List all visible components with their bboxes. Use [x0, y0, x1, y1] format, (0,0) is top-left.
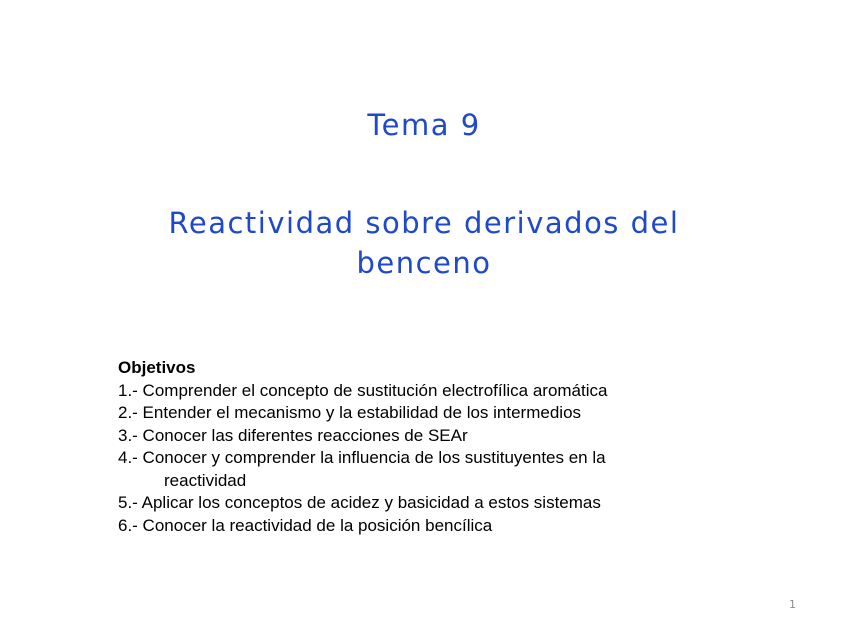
objective-text: 3.- Conocer las diferentes reacciones de SEAr — [118, 425, 468, 445]
objective-item — [118, 447, 718, 492]
objectives-list — [118, 380, 718, 538]
objective-text: 1.- Comprender el concepto de sustitución electrofílica aromática — [118, 380, 608, 400]
objective-item — [118, 492, 718, 515]
objective-text: 2.- Entender el mecanismo y la estabilidad de los intermedios — [118, 403, 582, 422]
objective-text: 5.- Aplicar los conceptos de acidez y basicidad a estos sistemas — [118, 493, 601, 512]
objective-text: 4.- Conocer y comprender la influencia de los sustituyentes en la — [118, 448, 606, 467]
topic-heading: Tema 9 — [367, 108, 481, 142]
objective-continuation: reactividad — [164, 470, 247, 490]
slide-title-line-2: benceno — [356, 246, 492, 280]
objective-item — [118, 402, 718, 425]
page-number: 1 — [789, 598, 796, 611]
objectives-heading: Objetivos — [118, 358, 196, 377]
slide-title-line-1: Reactividad sobre derivados del — [168, 206, 680, 240]
objective-item — [118, 515, 718, 538]
objective-text: 6.- Conocer la reactividad de la posición bencílica — [118, 515, 493, 535]
objective-item — [118, 380, 718, 403]
objectives-section — [118, 357, 718, 537]
objective-item — [118, 425, 718, 448]
slide-title — [0, 203, 848, 283]
